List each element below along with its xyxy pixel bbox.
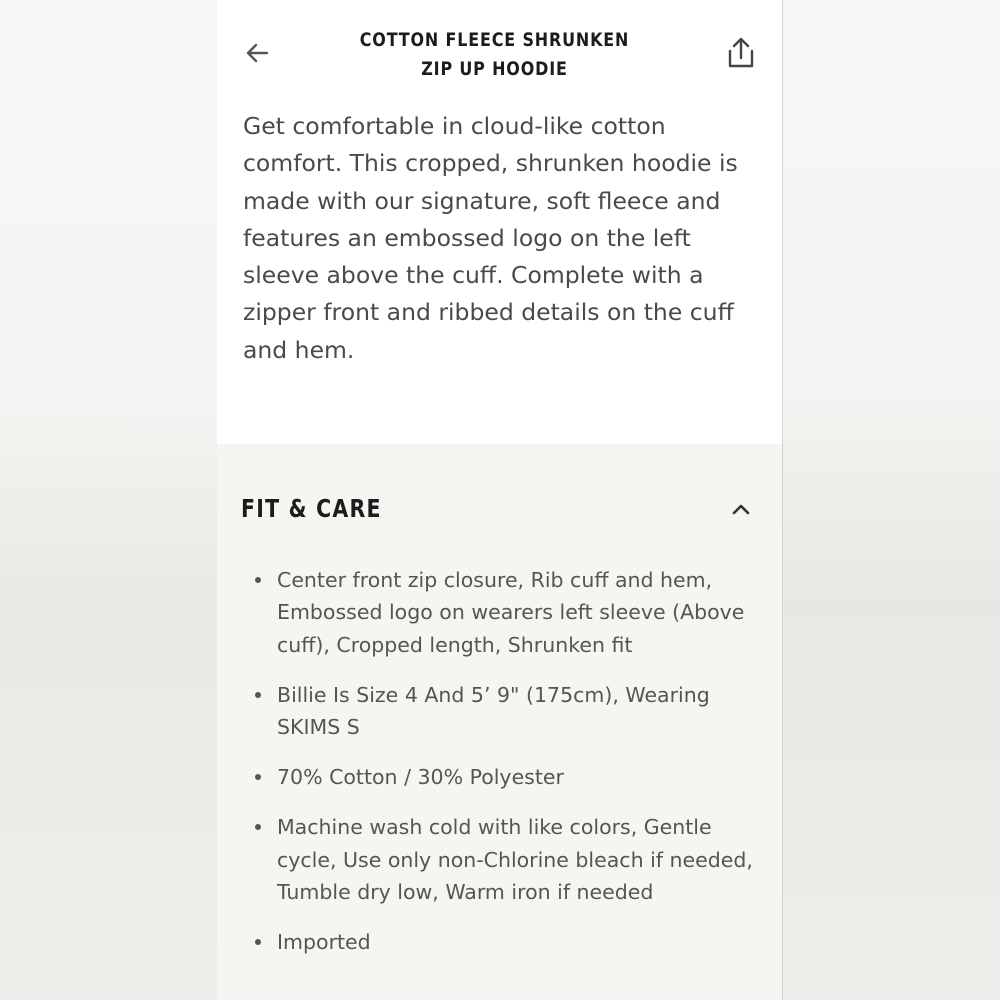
arrow-left-icon xyxy=(243,38,273,68)
header-bar xyxy=(217,0,782,100)
list-item-text: Machine wash cold with like colors, Gentle cycle, Use only non-Chlorine bleach if needed, Tumble dry low, Warm iron if needed xyxy=(277,815,753,905)
bullet-dot xyxy=(255,939,261,945)
list-item xyxy=(277,564,757,661)
fit-care-list xyxy=(277,564,757,976)
list-item-text: Billie Is Size 4 And 5’ 9" (175cm), Wearing SKIMS S xyxy=(277,682,710,740)
product-description: Get comfortable in cloud-like cotton comfort. This cropped, shrunken hoodie is made with our signature, soft fleece and features an embossed logo on the left sleeve above the cuff. Complete with a zipper front and ribbed details on the cuff and hem. xyxy=(243,112,738,364)
list-item xyxy=(277,761,757,793)
back-button[interactable] xyxy=(243,38,273,68)
share-icon xyxy=(725,36,757,70)
background-left xyxy=(0,0,217,1000)
bullet-dot xyxy=(255,824,261,830)
list-item xyxy=(277,679,757,744)
fit-care-title: FIT & CARE xyxy=(241,494,382,523)
list-item-text: 70% Cotton / 30% Polyester xyxy=(277,765,564,790)
list-item xyxy=(277,926,757,958)
bullet-dot xyxy=(255,774,261,780)
background-right xyxy=(783,0,1000,1000)
bullet-dot xyxy=(255,692,261,698)
chevron-up-icon xyxy=(729,500,753,518)
page-title: COTTON FLEECE SHRUNKEN ZIP UP HOODIE xyxy=(359,29,630,80)
list-item xyxy=(277,811,757,908)
fit-care-toggle-button[interactable] xyxy=(729,500,753,518)
share-button[interactable] xyxy=(725,36,757,70)
product-detail-screen xyxy=(217,0,783,1000)
fit-care-section xyxy=(217,444,782,1000)
list-item-text: Imported xyxy=(277,930,371,955)
bullet-dot xyxy=(255,577,261,583)
list-item-text: Center front zip closure, Rib cuff and hem, Embossed logo on wearers left sleeve (Above cuff), Cropped length, Shrunken fit xyxy=(277,568,745,657)
